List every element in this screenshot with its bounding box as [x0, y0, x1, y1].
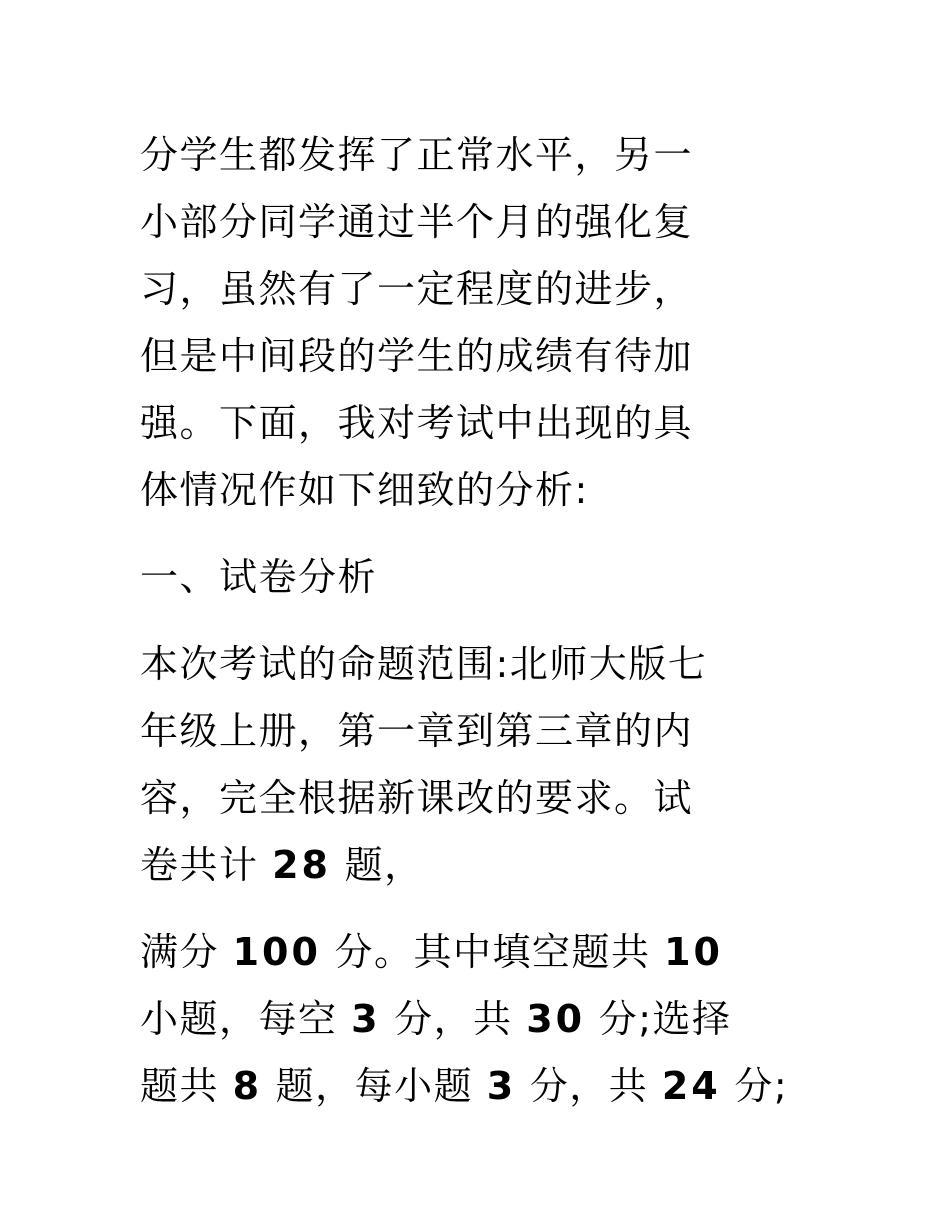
text-fragment: 题共	[140, 1064, 233, 1108]
number-value: 100	[232, 930, 321, 974]
text-line: 小部分同学通过半个月的强化复	[140, 200, 694, 244]
number-value: 28	[272, 843, 331, 887]
section-heading	[140, 544, 840, 611]
paragraph-intro	[140, 122, 840, 524]
paragraph-scoring	[140, 919, 840, 1120]
number-value: 10	[664, 930, 723, 974]
text-line	[140, 1053, 840, 1120]
text-fragment: 小题，每空	[140, 997, 352, 1041]
paragraph-gap	[140, 899, 840, 919]
paragraph-scope	[140, 631, 840, 899]
text-fragment: 分;选择	[585, 997, 732, 1041]
text-line: 体情况作如下细致的分析:	[140, 468, 589, 512]
number-value: 30	[526, 997, 586, 1041]
text-fragment: 题，	[330, 843, 424, 887]
text-fragment: 分。其中填空题共	[320, 930, 665, 974]
paragraph-gap	[140, 524, 840, 544]
text-line	[140, 986, 840, 1053]
text-line: 强。下面，我对考试中出现的具	[140, 401, 694, 445]
text-line	[140, 919, 840, 986]
number-value: 8	[232, 1064, 263, 1108]
document-page	[140, 122, 840, 1120]
paragraph-gap	[140, 611, 840, 631]
heading-text: 一、试卷分析	[140, 555, 378, 599]
text-fragment: 分，共	[516, 1064, 662, 1108]
text-line: 本次考试的命题范围:北师大版七	[140, 642, 708, 686]
text-fragment: 题，每小题	[262, 1064, 487, 1108]
text-line: 习，虽然有了一定程度的进步，	[140, 267, 694, 311]
text-fragment: 满分	[140, 930, 233, 974]
number-value: 24	[661, 1064, 721, 1108]
text-line: 容，完全根据新课改的要求。试	[140, 776, 694, 820]
text-line: 但是中间段的学生的成绩有待加	[140, 334, 694, 378]
text-line: 分学生都发挥了正常水平，另一	[140, 133, 694, 177]
number-value: 3	[486, 1064, 517, 1108]
text-line	[140, 832, 840, 899]
text-fragment: 卷共计	[140, 843, 273, 887]
text-fragment: 分，共	[380, 997, 527, 1041]
number-value: 3	[351, 997, 381, 1041]
text-fragment: 分;	[720, 1064, 789, 1108]
text-line: 年级上册，第一章到第三章的内	[140, 709, 694, 753]
